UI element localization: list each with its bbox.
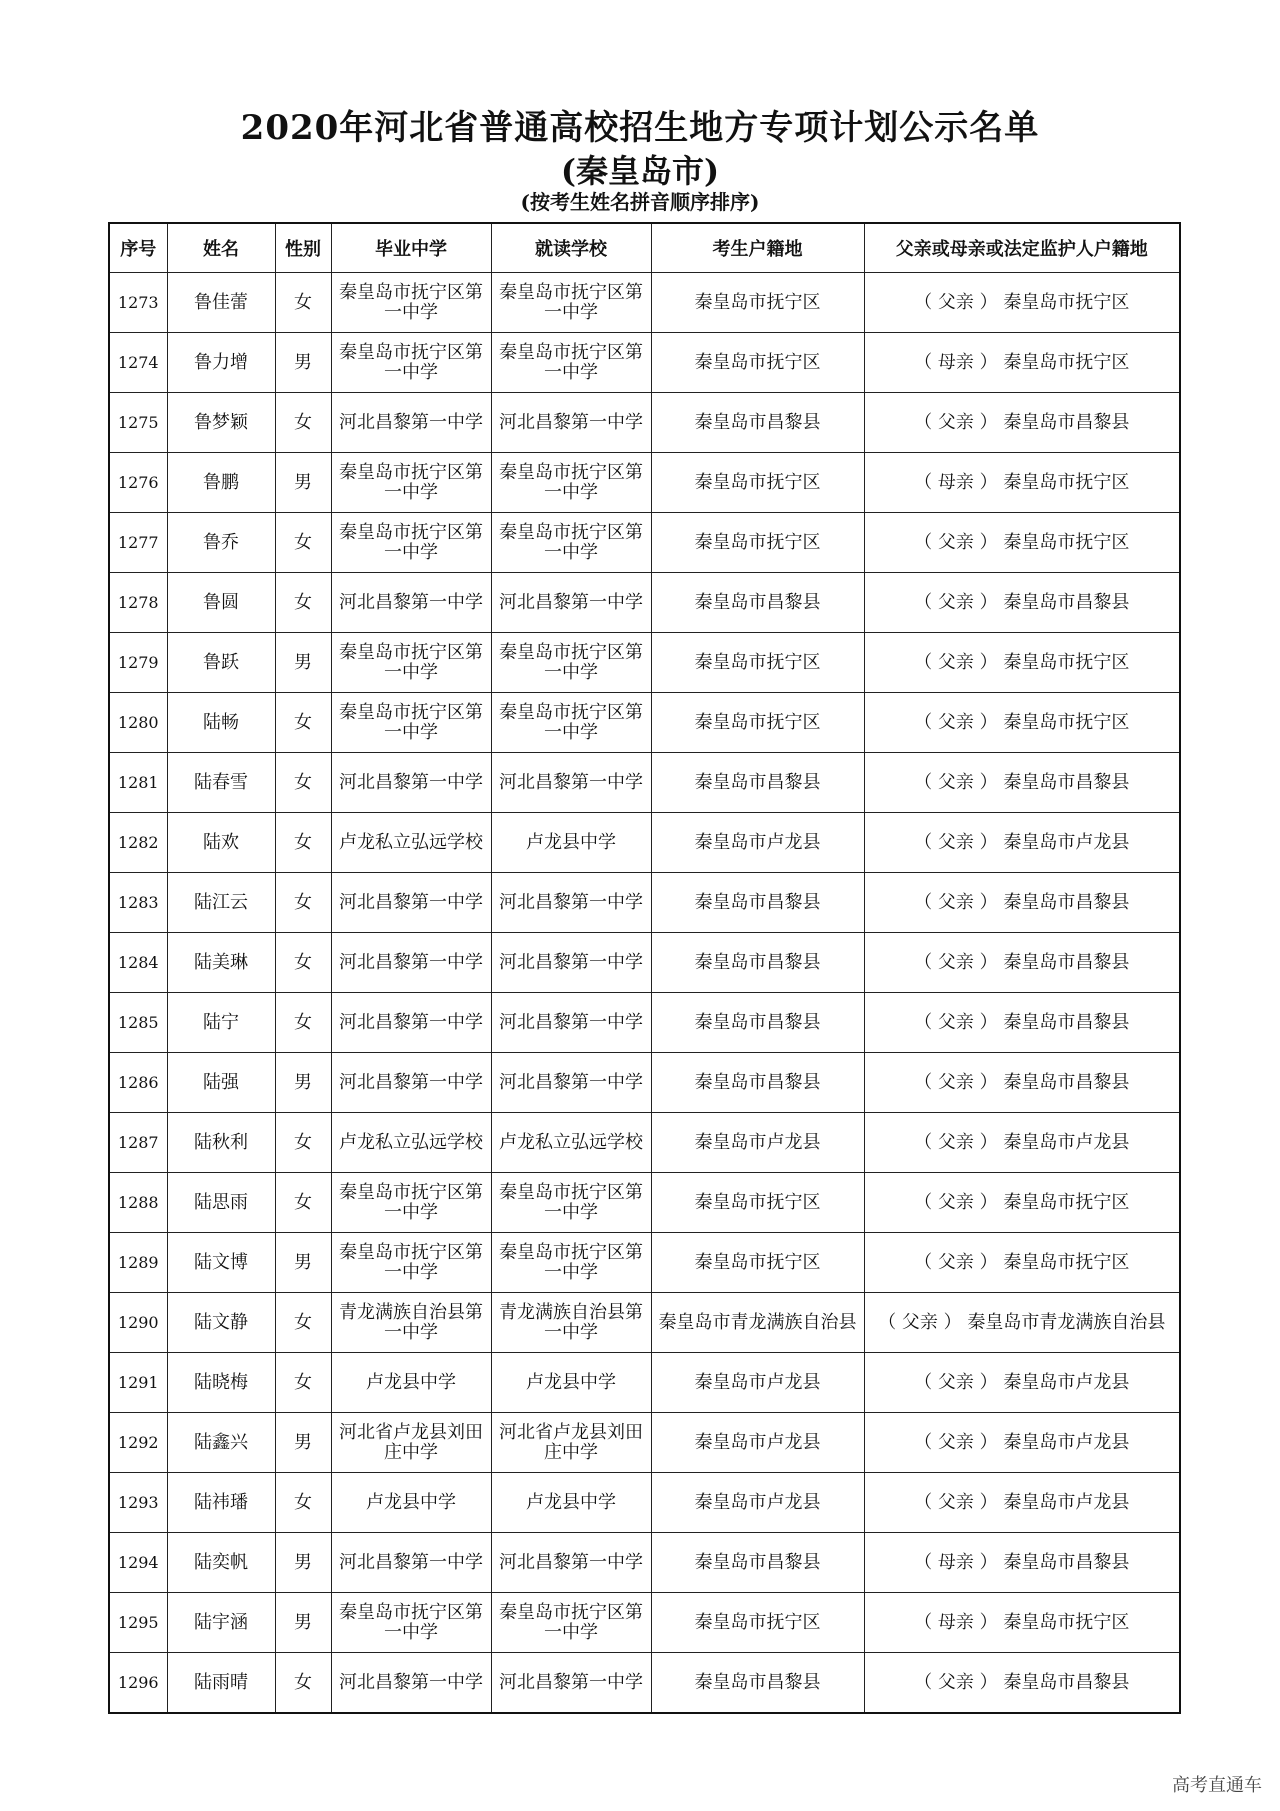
current-school-cell: 青龙满族自治县第一中学 [491,1293,651,1353]
graduated-school-cell: 河北省卢龙县刘田庄中学 [331,1413,491,1473]
seq-cell: 1277 [109,513,167,573]
seq-cell: 1273 [109,273,167,333]
current-school-cell: 河北昌黎第一中学 [491,933,651,993]
student-household-cell: 秦皇岛市昌黎县 [651,1653,864,1714]
seq-cell: 1293 [109,1473,167,1533]
guardian-household-cell: （ 父亲 ） 秦皇岛市抚宁区 [864,693,1180,753]
student-household-cell: 秦皇岛市抚宁区 [651,333,864,393]
guardian-household-cell: （ 父亲 ） 秦皇岛市抚宁区 [864,1233,1180,1293]
table-row [109,273,1180,333]
current-school-cell: 秦皇岛市抚宁区第一中学 [491,1593,651,1653]
seq-cell: 1296 [109,1653,167,1714]
guardian-household-cell: （ 父亲 ） 秦皇岛市抚宁区 [864,273,1180,333]
graduated-school-cell: 卢龙私立弘远学校 [331,813,491,873]
guardian-household-cell: （ 父亲 ） 秦皇岛市昌黎县 [864,1053,1180,1113]
gender-cell: 女 [275,1113,331,1173]
gender-cell: 女 [275,993,331,1053]
gender-cell: 女 [275,933,331,993]
current-school-cell: 河北昌黎第一中学 [491,753,651,813]
seq-cell: 1289 [109,1233,167,1293]
name-cell: 陆雨晴 [167,1653,275,1714]
name-cell: 陆宁 [167,993,275,1053]
current-school-cell: 秦皇岛市抚宁区第一中学 [491,1233,651,1293]
guardian-household-cell: （ 父亲 ） 秦皇岛市昌黎县 [864,933,1180,993]
sort-note: (按考生姓名拼音顺序排序) [520,190,760,214]
seq-cell: 1279 [109,633,167,693]
table-row [109,813,1180,873]
graduated-school-cell: 河北昌黎第一中学 [331,753,491,813]
guardian-household-cell: （ 父亲 ） 秦皇岛市卢龙县 [864,1413,1180,1473]
current-school-cell: 卢龙县中学 [491,1353,651,1413]
table-row [109,933,1180,993]
page-title: 2020年河北省普通高校招生地方专项计划公示名单 [240,108,1040,148]
student-household-cell: 秦皇岛市抚宁区 [651,633,864,693]
graduated-school-cell: 河北昌黎第一中学 [331,393,491,453]
table-row [109,1173,1180,1233]
guardian-household-cell: （ 父亲 ） 秦皇岛市抚宁区 [864,1173,1180,1233]
seq-cell: 1276 [109,453,167,513]
seq-cell: 1295 [109,1593,167,1653]
table-row [109,633,1180,693]
column-header-seq: 序号 [109,223,167,273]
gender-cell: 男 [275,1053,331,1113]
guardian-household-cell: （ 父亲 ） 秦皇岛市抚宁区 [864,513,1180,573]
student-household-cell: 秦皇岛市昌黎县 [651,1053,864,1113]
gender-cell: 女 [275,273,331,333]
table-row [109,1413,1180,1473]
student-household-cell: 秦皇岛市昌黎县 [651,393,864,453]
table-row [109,453,1180,513]
current-school-cell: 河北昌黎第一中学 [491,1653,651,1714]
name-cell: 鲁乔 [167,513,275,573]
seq-cell: 1292 [109,1413,167,1473]
gender-cell: 男 [275,1593,331,1653]
graduated-school-cell: 河北昌黎第一中学 [331,1533,491,1593]
student-household-cell: 秦皇岛市卢龙县 [651,813,864,873]
graduated-school-cell: 秦皇岛市抚宁区第一中学 [331,1233,491,1293]
table-row [109,333,1180,393]
table-row [109,393,1180,453]
name-cell: 陆畅 [167,693,275,753]
graduated-school-cell: 河北昌黎第一中学 [331,933,491,993]
gender-cell: 女 [275,753,331,813]
graduated-school-cell: 河北昌黎第一中学 [331,993,491,1053]
column-header-current-school: 就读学校 [491,223,651,273]
gender-cell: 女 [275,1173,331,1233]
graduated-school-cell: 河北昌黎第一中学 [331,873,491,933]
graduated-school-cell: 秦皇岛市抚宁区第一中学 [331,333,491,393]
guardian-household-cell: （ 父亲 ） 秦皇岛市卢龙县 [864,813,1180,873]
guardian-household-cell: （ 父亲 ） 秦皇岛市昌黎县 [864,573,1180,633]
current-school-cell: 河北昌黎第一中学 [491,993,651,1053]
seq-cell: 1284 [109,933,167,993]
table-row [109,993,1180,1053]
current-school-cell: 河北昌黎第一中学 [491,1533,651,1593]
guardian-household-cell: （ 父亲 ） 秦皇岛市昌黎县 [864,753,1180,813]
current-school-cell: 秦皇岛市抚宁区第一中学 [491,693,651,753]
seq-cell: 1291 [109,1353,167,1413]
seq-cell: 1285 [109,993,167,1053]
gender-cell: 女 [275,393,331,453]
column-header-gender: 性别 [275,223,331,273]
guardian-household-cell: （ 父亲 ） 秦皇岛市青龙满族自治县 [864,1293,1180,1353]
guardian-household-cell: （ 父亲 ） 秦皇岛市卢龙县 [864,1113,1180,1173]
name-cell: 陆鑫兴 [167,1413,275,1473]
graduated-school-cell: 卢龙县中学 [331,1473,491,1533]
guardian-household-cell: （ 父亲 ） 秦皇岛市抚宁区 [864,633,1180,693]
graduated-school-cell: 卢龙县中学 [331,1353,491,1413]
column-header-student-household: 考生户籍地 [651,223,864,273]
current-school-cell: 河北昌黎第一中学 [491,873,651,933]
guardian-household-cell: （ 父亲 ） 秦皇岛市昌黎县 [864,873,1180,933]
current-school-cell: 卢龙县中学 [491,813,651,873]
current-school-cell: 秦皇岛市抚宁区第一中学 [491,1173,651,1233]
seq-cell: 1287 [109,1113,167,1173]
name-cell: 鲁圆 [167,573,275,633]
table-row [109,1593,1180,1653]
current-school-cell: 秦皇岛市抚宁区第一中学 [491,273,651,333]
gender-cell: 男 [275,333,331,393]
seq-cell: 1288 [109,1173,167,1233]
name-cell: 陆强 [167,1053,275,1113]
guardian-household-cell: （ 父亲 ） 秦皇岛市昌黎县 [864,1653,1180,1714]
table-row [109,1053,1180,1113]
table-row [109,1533,1180,1593]
guardian-household-cell: （ 父亲 ） 秦皇岛市昌黎县 [864,993,1180,1053]
student-household-cell: 秦皇岛市昌黎县 [651,753,864,813]
graduated-school-cell: 河北昌黎第一中学 [331,1053,491,1113]
name-cell: 鲁梦颖 [167,393,275,453]
student-household-cell: 秦皇岛市昌黎县 [651,1533,864,1593]
table-row [109,753,1180,813]
current-school-cell: 秦皇岛市抚宁区第一中学 [491,513,651,573]
seq-cell: 1294 [109,1533,167,1593]
gender-cell: 女 [275,1473,331,1533]
guardian-household-cell: （ 母亲 ） 秦皇岛市抚宁区 [864,453,1180,513]
student-household-cell: 秦皇岛市昌黎县 [651,993,864,1053]
page-subtitle: (秦皇岛市) [560,152,720,190]
graduated-school-cell: 秦皇岛市抚宁区第一中学 [331,453,491,513]
name-cell: 陆文静 [167,1293,275,1353]
seq-cell: 1283 [109,873,167,933]
guardian-household-cell: （ 母亲 ） 秦皇岛市抚宁区 [864,333,1180,393]
table-row [109,1233,1180,1293]
student-household-cell: 秦皇岛市抚宁区 [651,273,864,333]
gender-cell: 女 [275,1293,331,1353]
student-household-cell: 秦皇岛市抚宁区 [651,693,864,753]
name-cell: 鲁鹏 [167,453,275,513]
graduated-school-cell: 秦皇岛市抚宁区第一中学 [331,633,491,693]
gender-cell: 男 [275,1533,331,1593]
student-household-cell: 秦皇岛市昌黎县 [651,573,864,633]
seq-cell: 1278 [109,573,167,633]
current-school-cell: 秦皇岛市抚宁区第一中学 [491,333,651,393]
current-school-cell: 河北昌黎第一中学 [491,393,651,453]
gender-cell: 女 [275,1353,331,1413]
student-household-cell: 秦皇岛市抚宁区 [651,1173,864,1233]
name-cell: 陆美琳 [167,933,275,993]
table-row [109,1293,1180,1353]
seq-cell: 1275 [109,393,167,453]
student-household-cell: 秦皇岛市抚宁区 [651,453,864,513]
student-household-cell: 秦皇岛市卢龙县 [651,1113,864,1173]
graduated-school-cell: 河北昌黎第一中学 [331,573,491,633]
current-school-cell: 河北昌黎第一中学 [491,1053,651,1113]
student-household-cell: 秦皇岛市抚宁区 [651,1233,864,1293]
gender-cell: 女 [275,693,331,753]
current-school-cell: 秦皇岛市抚宁区第一中学 [491,453,651,513]
student-household-cell: 秦皇岛市昌黎县 [651,933,864,993]
gender-cell: 女 [275,873,331,933]
guardian-household-cell: （ 父亲 ） 秦皇岛市昌黎县 [864,393,1180,453]
seq-cell: 1280 [109,693,167,753]
student-household-cell: 秦皇岛市青龙满族自治县 [651,1293,864,1353]
seq-cell: 1282 [109,813,167,873]
column-header-name: 姓名 [167,223,275,273]
table-row [109,1653,1180,1714]
name-cell: 陆文博 [167,1233,275,1293]
name-cell: 陆秋利 [167,1113,275,1173]
seq-cell: 1274 [109,333,167,393]
seq-cell: 1290 [109,1293,167,1353]
table-row [109,513,1180,573]
watermark: 高考直通车 [1172,1775,1262,1796]
table-row [109,1113,1180,1173]
student-household-cell: 秦皇岛市昌黎县 [651,873,864,933]
name-cell: 鲁跃 [167,633,275,693]
name-cell: 陆欢 [167,813,275,873]
graduated-school-cell: 秦皇岛市抚宁区第一中学 [331,1173,491,1233]
gender-cell: 女 [275,813,331,873]
current-school-cell: 河北昌黎第一中学 [491,573,651,633]
gender-cell: 男 [275,633,331,693]
student-household-cell: 秦皇岛市卢龙县 [651,1413,864,1473]
guardian-household-cell: （ 母亲 ） 秦皇岛市抚宁区 [864,1593,1180,1653]
graduated-school-cell: 秦皇岛市抚宁区第一中学 [331,1593,491,1653]
gender-cell: 女 [275,1653,331,1714]
name-cell: 鲁佳蕾 [167,273,275,333]
name-cell: 陆春雪 [167,753,275,813]
student-household-cell: 秦皇岛市卢龙县 [651,1353,864,1413]
table-row [109,1473,1180,1533]
student-household-cell: 秦皇岛市抚宁区 [651,513,864,573]
current-school-cell: 河北省卢龙县刘田庄中学 [491,1413,651,1473]
name-cell: 陆奕帆 [167,1533,275,1593]
graduated-school-cell: 秦皇岛市抚宁区第一中学 [331,693,491,753]
name-cell: 陆祎璠 [167,1473,275,1533]
name-cell: 陆晓梅 [167,1353,275,1413]
guardian-household-cell: （ 父亲 ） 秦皇岛市卢龙县 [864,1473,1180,1533]
student-household-cell: 秦皇岛市抚宁区 [651,1593,864,1653]
gender-cell: 男 [275,1413,331,1473]
name-cell: 陆思雨 [167,1173,275,1233]
gender-cell: 男 [275,1233,331,1293]
graduated-school-cell: 卢龙私立弘远学校 [331,1113,491,1173]
table-row [109,1353,1180,1413]
gender-cell: 男 [275,453,331,513]
current-school-cell: 卢龙私立弘远学校 [491,1113,651,1173]
roster-table [108,222,1181,1714]
name-cell: 陆宇涵 [167,1593,275,1653]
guardian-household-cell: （ 父亲 ） 秦皇岛市卢龙县 [864,1353,1180,1413]
current-school-cell: 卢龙县中学 [491,1473,651,1533]
seq-cell: 1286 [109,1053,167,1113]
column-header-graduated-school: 毕业中学 [331,223,491,273]
gender-cell: 女 [275,513,331,573]
graduated-school-cell: 河北昌黎第一中学 [331,1653,491,1714]
current-school-cell: 秦皇岛市抚宁区第一中学 [491,633,651,693]
table-row [109,873,1180,933]
name-cell: 鲁力增 [167,333,275,393]
seq-cell: 1281 [109,753,167,813]
table-row [109,573,1180,633]
gender-cell: 女 [275,573,331,633]
table-row [109,693,1180,753]
graduated-school-cell: 秦皇岛市抚宁区第一中学 [331,273,491,333]
column-header-guardian-household: 父亲或母亲或法定监护人户籍地 [864,223,1180,273]
student-household-cell: 秦皇岛市卢龙县 [651,1473,864,1533]
graduated-school-cell: 青龙满族自治县第一中学 [331,1293,491,1353]
name-cell: 陆江云 [167,873,275,933]
graduated-school-cell: 秦皇岛市抚宁区第一中学 [331,513,491,573]
guardian-household-cell: （ 母亲 ） 秦皇岛市昌黎县 [864,1533,1180,1593]
table-header-row [109,223,1180,273]
